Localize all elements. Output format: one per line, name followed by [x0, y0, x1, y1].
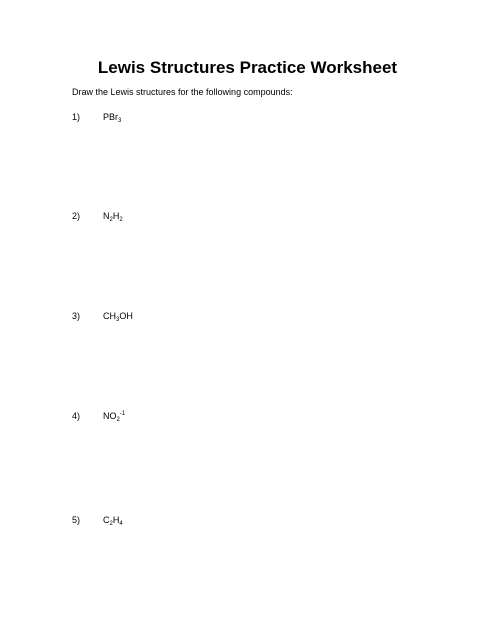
chemical-formula [103, 514, 123, 526]
formula-subscript: 3 [118, 118, 122, 124]
question-number: 3) [72, 311, 81, 321]
worksheet-title: Lewis Structures Practice Worksheet [97, 58, 398, 77]
formula-element: H [112, 515, 120, 525]
formula-element: C [103, 515, 110, 525]
formula-element: NO [103, 411, 117, 421]
formula-subscript: 2 [119, 217, 123, 223]
chemical-formula [103, 111, 121, 123]
formula-superscript: -1 [119, 411, 126, 417]
formula-element: CH [103, 311, 116, 321]
formula-subscript: 3 [116, 317, 120, 323]
formula-subscript: 2 [116, 417, 120, 423]
formula-element: N [103, 211, 110, 221]
chemical-formula [103, 310, 133, 322]
formula-element: OH [119, 311, 133, 321]
formula-subscript: 2 [109, 521, 113, 527]
formula-element: PBr [103, 112, 119, 122]
instructions-text: Draw the Lewis structures for the following compounds: [72, 87, 293, 97]
chemical-formula [103, 210, 123, 222]
question-number: 5) [72, 515, 81, 525]
formula-subscript: 4 [119, 521, 123, 527]
question-number: 4) [72, 411, 81, 421]
chemical-formula [103, 410, 125, 422]
question-number: 2) [72, 211, 81, 221]
formula-subscript: 2 [109, 217, 113, 223]
formula-element: H [112, 211, 120, 221]
question-number: 1) [72, 112, 81, 122]
